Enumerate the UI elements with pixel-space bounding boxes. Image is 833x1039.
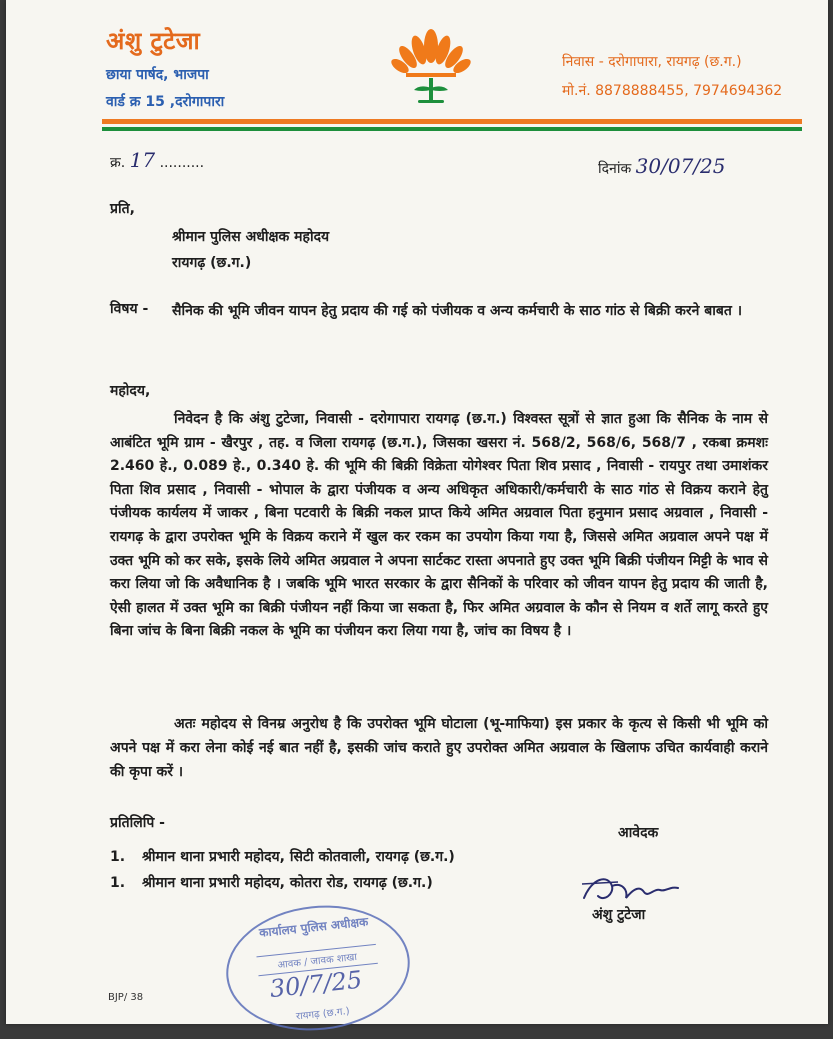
letterhead-left	[106, 24, 224, 111]
applicant-label: आवेदक	[618, 825, 659, 841]
reference-number	[110, 148, 204, 172]
body-paragraph-2: अतः महोदय से विनम्र अनुरोध है कि उपरोक्त भूमि घोटाला (भू-माफिया) इस प्रकार के कृत्य से किसी भी भूमि को अपने पक्ष में करा लेना कोई नई बात नहीं है, इसकी जांच कराते हुए उपरोक्त अमित अग्रवाल के खिलाफ उचित कार्यवाही कराने की कृपा करें ।	[110, 716, 768, 780]
header-rule-green	[102, 127, 802, 131]
bjp-lotus-icon	[390, 26, 472, 110]
copy-item-2: श्रीमान थाना प्रभारी महोदय, कोतरा रोड, रायगढ़ (छ.ग.)	[142, 875, 433, 891]
recipient-line1: श्रीमान पुलिस अधीक्षक महोदय	[172, 229, 330, 245]
stamp-section: आवक / जावक शाखा	[256, 944, 377, 976]
letter-page	[6, 0, 828, 1024]
reference-label: क्र.	[110, 155, 126, 171]
reference-dots: ..........	[159, 155, 205, 171]
footer-code: BJP/ 38	[108, 992, 144, 1003]
reference-date	[598, 154, 726, 178]
date-handwritten: 30/07/25	[635, 154, 726, 178]
letterhead-right	[562, 52, 782, 110]
sender-phone: मो.नं. 8878888455, 7974694362	[562, 83, 783, 99]
subject-text: सैनिक की भूमि जीवन यापन हेतु प्रदाय की गई को पंजीयक व अन्य कर्मचारी के साठ गांठ से बिक्री करने बाबत ।	[172, 303, 743, 319]
sender-address: निवास - दरोगापारा, रायगढ़ (छ.ग.)	[562, 54, 742, 70]
received-stamp	[220, 897, 416, 1039]
sender-ward: वार्ड क्र 15 ,दरोगापारा	[106, 94, 225, 110]
body-paragraph-1: निवेदन है कि अंशु टुटेजा, निवासी - दरोगापारा रायगढ़ (छ.ग.) विश्वस्त सूत्रों से ज्ञात हुआ कि सैनिक के नाम से आबंटित भूमि ग्राम - खैरपुर , तह. व जिला रायगढ़ (छ.ग.), जिसका खसरा नं. 568/2, 568/6, 568/7 , रकबा क्रमशः 2.460 हे., 0.089 हे., 0.340 हे. की भूमि की बिक्री विक्रेता योगेश्वर पिता शिव प्रसाद , निवासी - रायपुर तथा उमाशंकर पिता शिव प्रसाद , निवासी - भोपाल के द्वारा पंजीयक व अन्य अधिकृत अधिकारी/कर्मचारी के साठ गांठ से विक्रय कराने हेतु पंजीयक कार्यलय में जाकर , बिना पटवारी के बिक्री नकल प्राप्त किये अमित अग्रवाल पिता हनुमान प्रसाद अग्रवाल , निवासी - रायगढ़ के द्वारा उपरोक्त भूमि के विक्रय कराने में खुल कर रकम का उपयोग किया गया है, जिससे अमित अग्रवाल अपने पक्ष में उक्त भूमि को कर सके, इसके लिये अमित अग्रवाल ने अपना सार्टकट रास्ता अपनाते हुए उक्त भूमि बिक्री पंजीयन मिट्टी के भाव से करा लिया जो कि अवैधानिक है । जबकि भूमि भारत सरकार के द्वारा सैनिकों के परिवार को जीवन यापन हेतु प्रदाय की जाती है, ऐसी हालत में उक्त भूमि का बिक्री पंजीयन नहीं किया जा सकता है, फिर अमित अग्रवाल के कौन से नियम व शर्ते लागू करते हुए बिना जांच के बिना बिक्री नकल के भूमि का पंजीयन करा लिया गया है, जांच का विषय है ।	[110, 411, 768, 640]
reference-handwritten-number: 17	[129, 148, 156, 172]
recipient-line2: रायगढ़ (छ.ग.)	[172, 255, 252, 271]
copy-item-1: श्रीमान थाना प्रभारी महोदय, सिटी कोतवाली, रायगढ़ (छ.ग.)	[142, 849, 455, 865]
stamp-office: कार्यालय पुलिस अधीक्षक	[258, 914, 369, 940]
date-label: दिनांक	[598, 161, 632, 177]
sender-designation: छाया पार्षद, भाजपा	[106, 67, 209, 83]
stamp-date: 30/7/25	[268, 965, 364, 1004]
copy-label: प्रतिलिपि -	[110, 815, 165, 831]
salutation: महोदय,	[110, 383, 151, 399]
stamp-place: रायगढ़ (छ.ग.)	[295, 1005, 351, 1023]
header-rule-orange	[102, 119, 802, 124]
copy-item-1-number: 1.	[110, 849, 126, 865]
applicant-name: अंशु टुटेजा	[592, 907, 646, 923]
prati-label: प्रति,	[110, 201, 135, 217]
sender-name: अंशु टुटेजा	[106, 27, 201, 55]
subject-label: विषय -	[110, 301, 149, 317]
copy-item-2-number: 1.	[110, 875, 126, 891]
